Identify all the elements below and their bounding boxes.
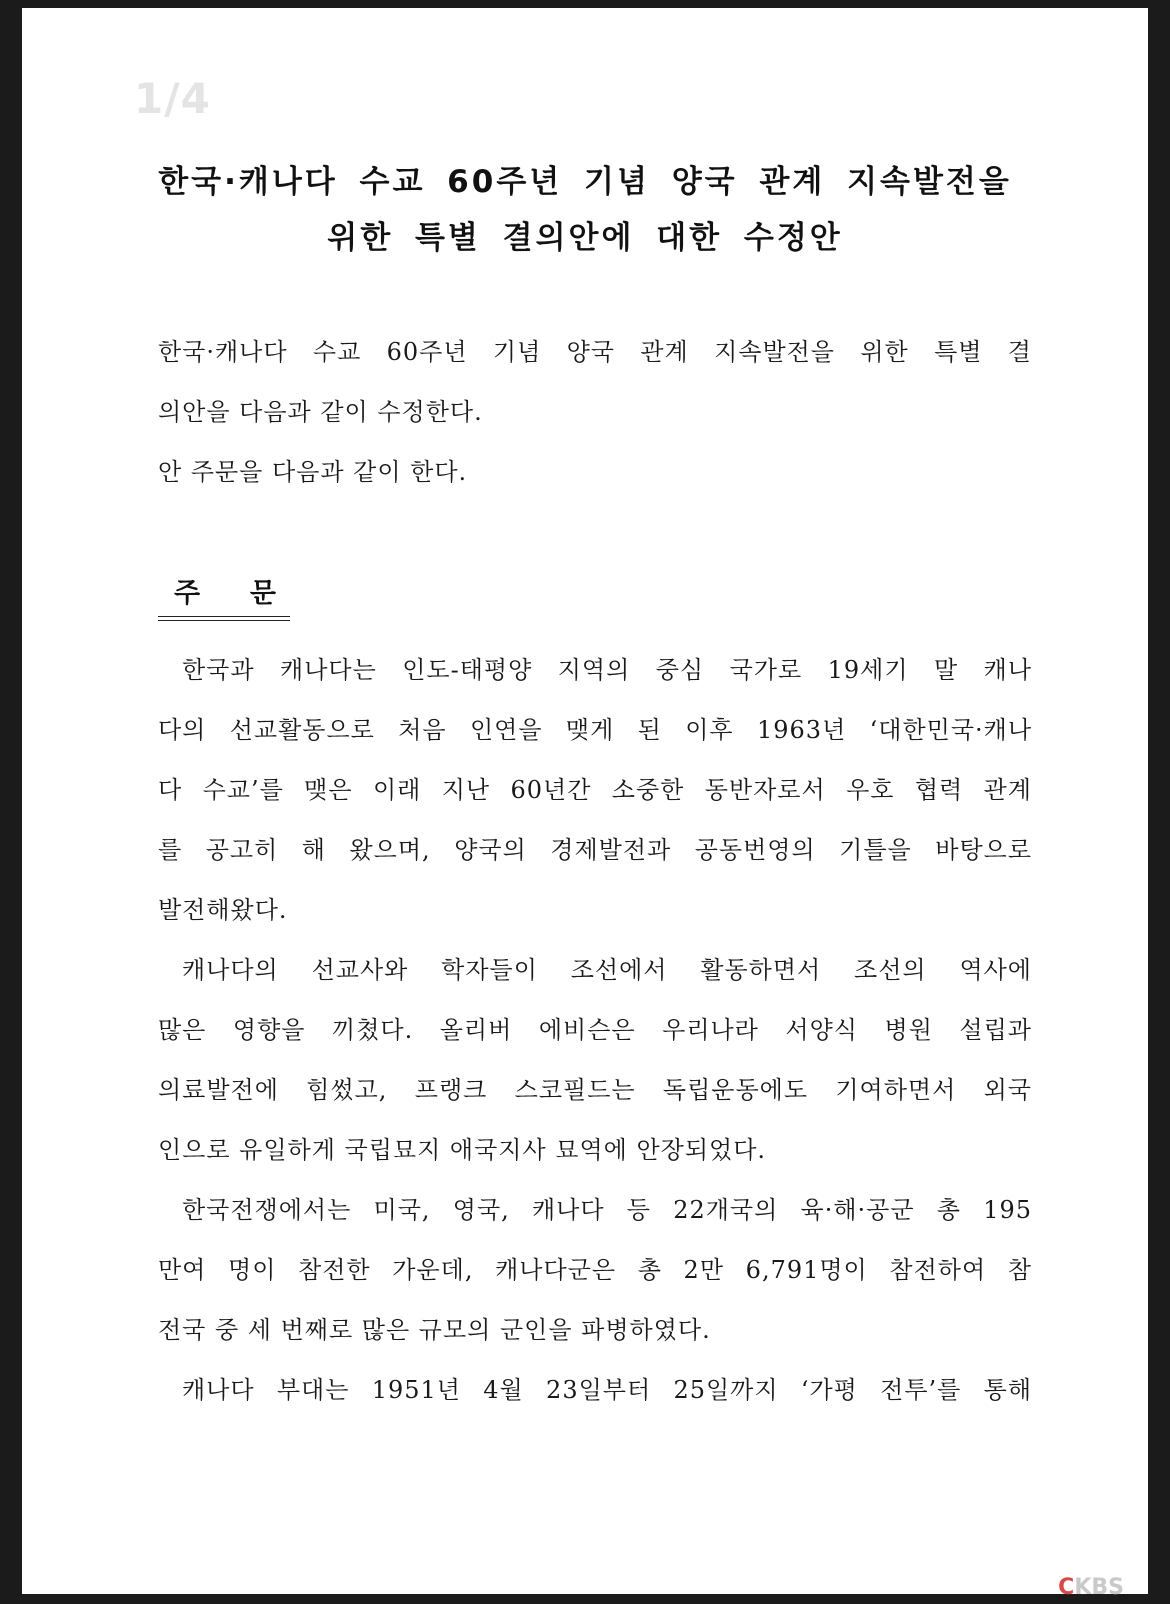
paragraph-line: 많은 영향을 끼쳤다. 올리버 에비슨은 우리나라 서양식 병원 설립과 <box>158 1016 1032 1044</box>
paragraph-line: 의료발전에 힘썼고, 프랭크 스코필드는 독립운동에도 기여하면서 외국 <box>158 1076 1032 1104</box>
paragraph-line: 인으로 유일하게 국립묘지 애국지사 묘역에 안장되었다. <box>158 1136 767 1164</box>
paragraph-line: 한국과 캐나다는 인도-태평양 지역의 중심 국가로 19세기 말 캐나 <box>182 656 1032 684</box>
document-title <box>22 154 1148 266</box>
paragraph-line: 캐나다 부대는 1951년 4월 23일부터 25일까지 ‘가평 전투’를 통해 <box>182 1376 1032 1404</box>
paragraph-line: 다의 선교활동으로 처음 인연을 맺게 된 이후 1963년 ‘대한민국·캐나 <box>158 716 1032 744</box>
paragraph-line: 전국 중 세 번째로 많은 규모의 군인을 파병하였다. <box>158 1316 711 1344</box>
intro-text <box>158 322 1032 502</box>
paragraph-line: 한국전쟁에서는 미국, 영국, 캐나다 등 22개국의 육·해·공군 총 195 <box>182 1196 1032 1224</box>
watermark-rest: KBS <box>1074 1575 1124 1600</box>
document-page <box>22 8 1148 1600</box>
intro-line: 한국·캐나다 수교 60주년 기념 양국 관계 지속발전을 위한 특별 결 <box>158 338 1032 366</box>
paragraph-line: 발전해왔다. <box>158 896 288 924</box>
paragraph-line: 만여 명이 참전한 가운데, 캐나다군은 총 2만 6,791명이 참전하여 참 <box>158 1256 1032 1284</box>
section-heading: 주 문 <box>174 578 276 609</box>
paragraph-line: 캐나다의 선교사와 학자들이 조선에서 활동하면서 조선의 역사에 <box>182 956 1032 984</box>
heading-underline <box>158 616 290 621</box>
intro-line: 의안을 다음과 같이 수정한다. <box>158 398 483 426</box>
intro-line: 안 주문을 다음과 같이 한다. <box>158 458 468 486</box>
main-text <box>158 640 1032 1420</box>
broadcaster-watermark <box>1058 1575 1124 1600</box>
title-line-2: 위한 특별 결의안에 대한 수정안 <box>327 220 843 256</box>
watermark-accent: C <box>1058 1575 1075 1600</box>
page-number: 1/4 <box>134 74 211 123</box>
title-line-1: 한국·캐나다 수교 60주년 기념 양국 관계 지속발전을 <box>158 164 1012 200</box>
paragraph-line: 를 공고히 해 왔으며, 양국의 경제발전과 공동번영의 기틀을 바탕으로 <box>158 836 1032 864</box>
paragraph-line: 다 수교’를 맺은 이래 지난 60년간 소중한 동반자로서 우호 협력 관계 <box>158 776 1032 804</box>
